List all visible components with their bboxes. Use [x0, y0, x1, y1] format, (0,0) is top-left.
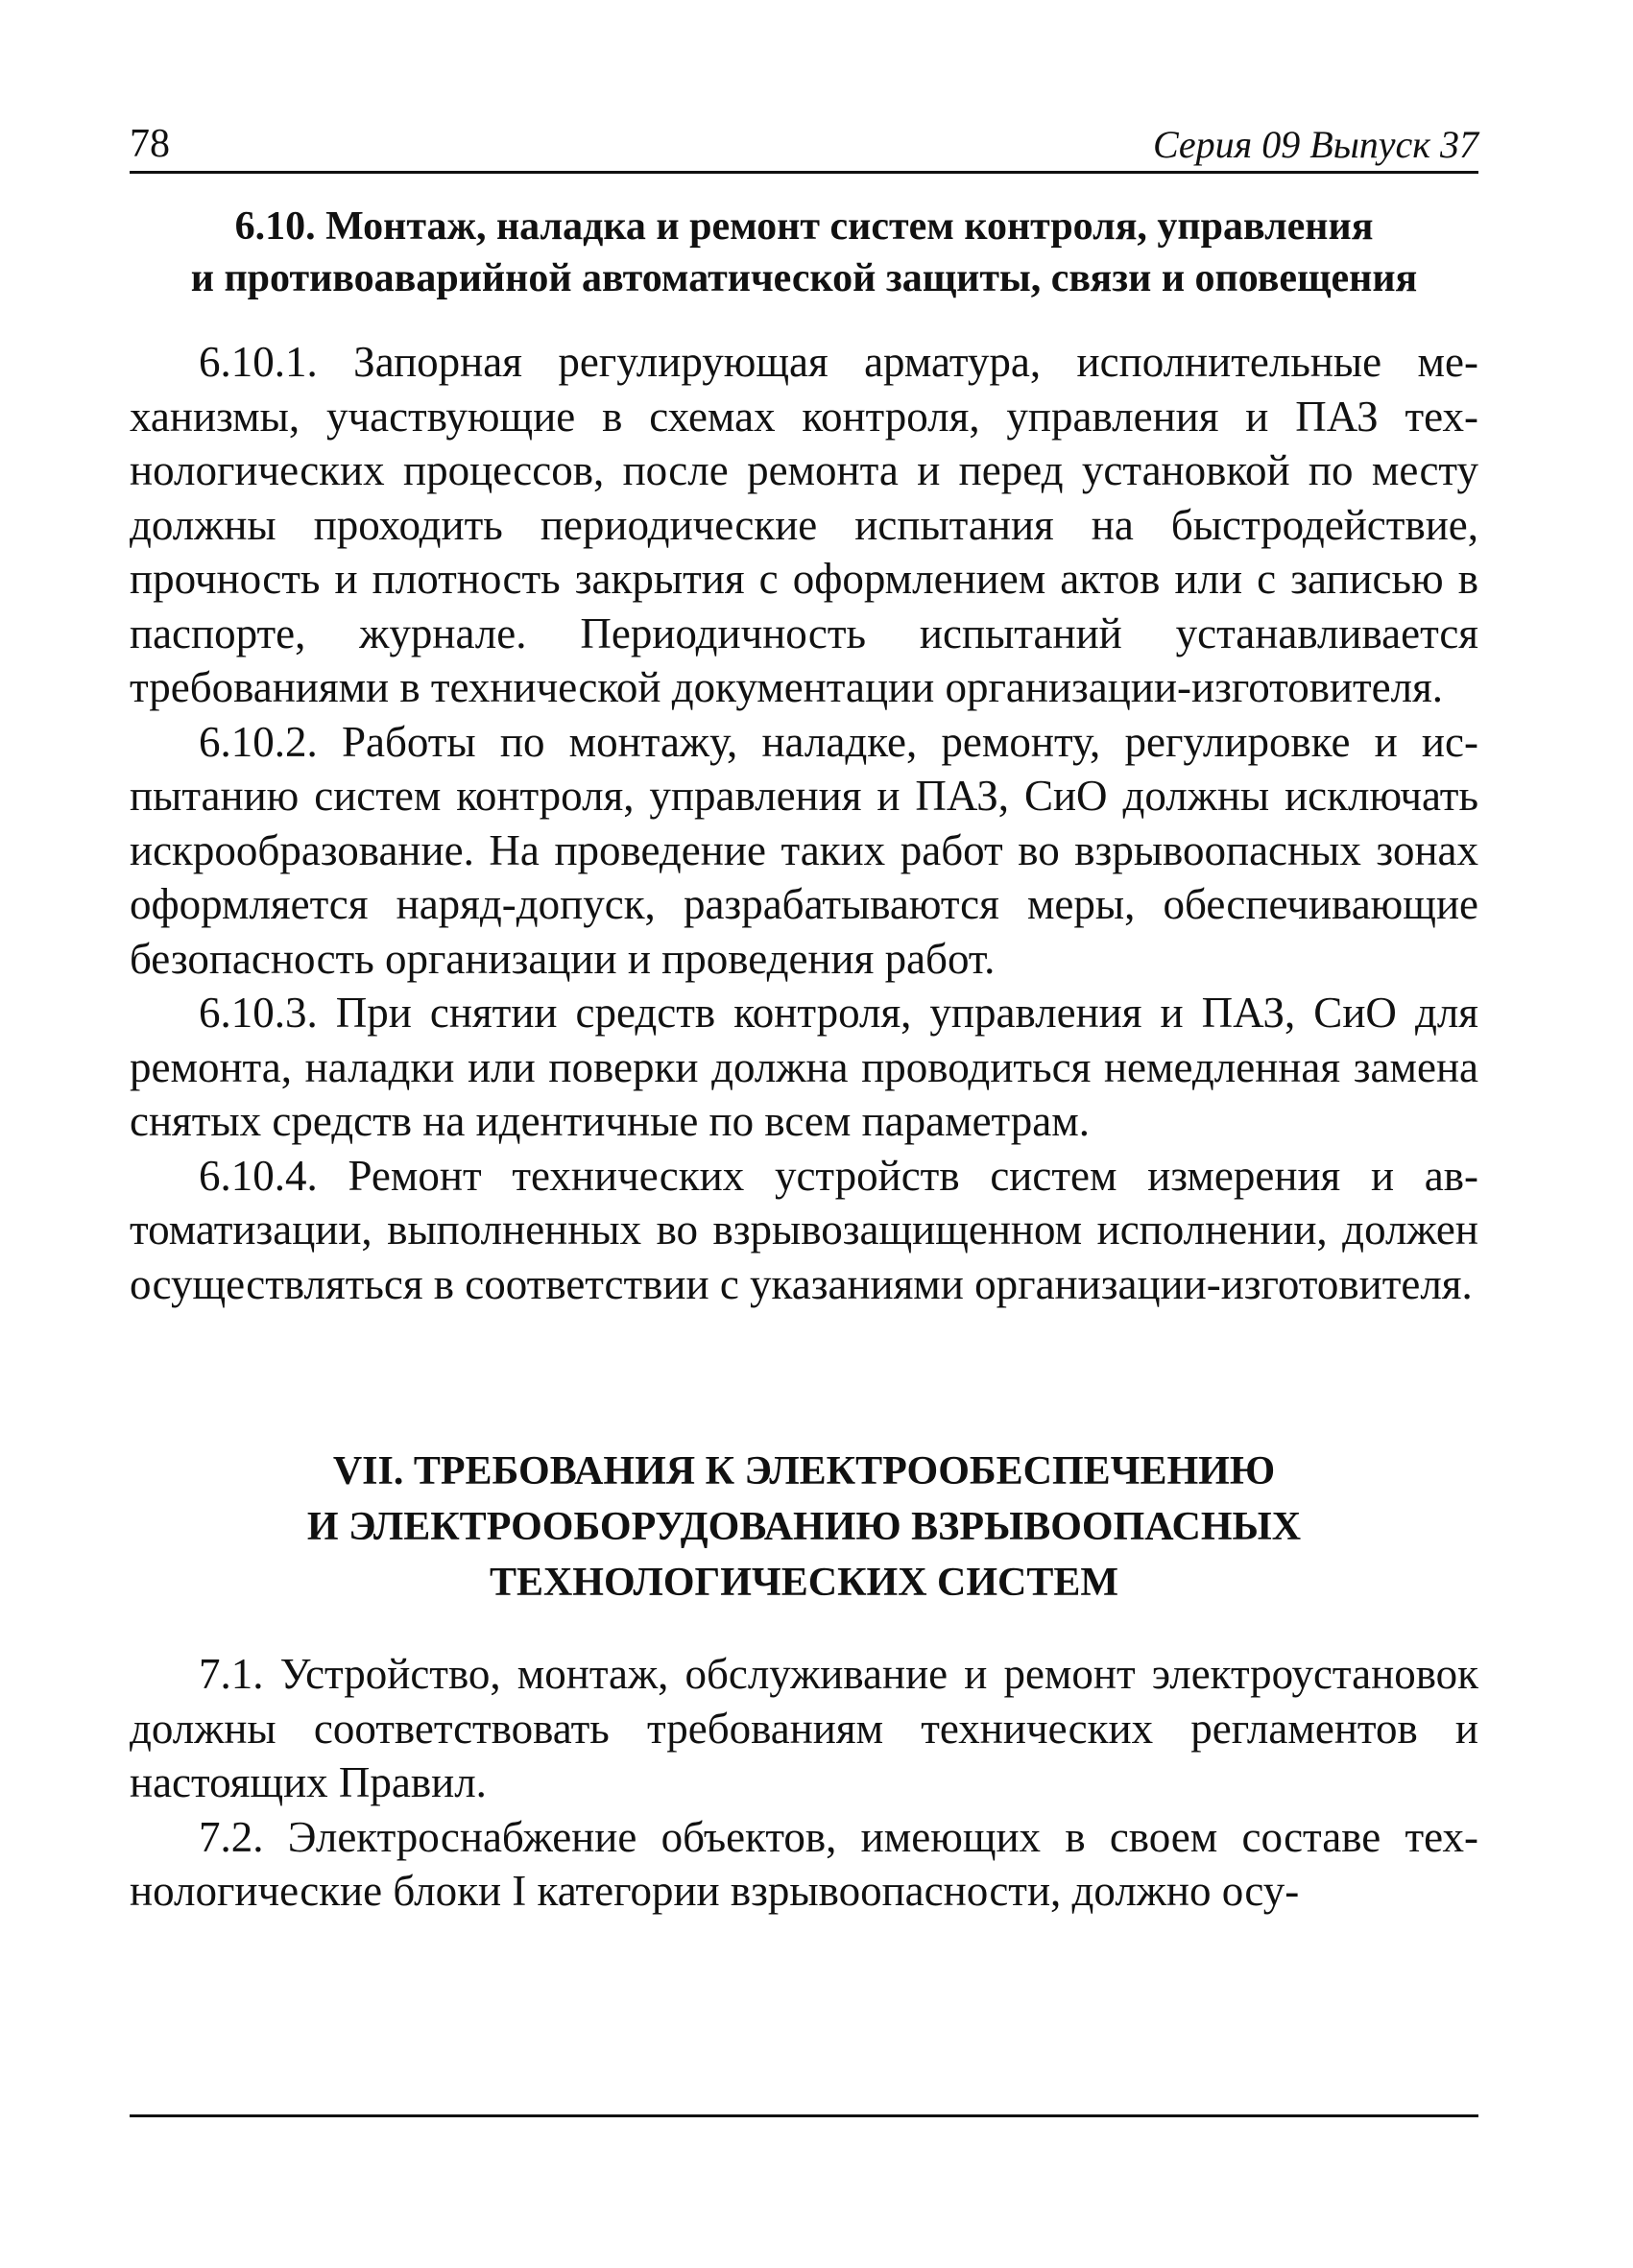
footer-rule	[130, 2114, 1478, 2117]
document-page	[130, 115, 1478, 1919]
paragraph-6-10-2: 6.10.2. Работы по монтажу, наладке, ремонту, регулировке и испытанию систем контроля, управления и ПАЗ, СиО должны исключать искрообразование. На проведение таких работ во взрывоопасных зонах оформляется наряд-допуск, разрабатываются меры, обеспечивающие безопасность организации и проведения работ.	[130, 717, 1478, 983]
chapter-heading-line: И ЭЛЕКТРООБОРУДОВАНИЮ ВЗРЫВООПАСНЫХ	[306, 1505, 1302, 1549]
section-heading-line: 6.10. Монтаж, наладка и ремонт систем контроля, управления	[234, 204, 1374, 249]
chapter-heading-line: ТЕХНОЛОГИЧЕСКИХ СИСТЕМ	[489, 1561, 1119, 1605]
paragraph-6-10-3: 6.10.3. При снятии средств контроля, управления и ПАЗ, СиО для ремонта, наладки или поверки должна проводиться немедленная замена снятых средств на идентичные по всем параметрам.	[130, 989, 1478, 1145]
section-heading-line: и противоаварийной автоматической защиты, связи и оповещения	[190, 256, 1418, 300]
section-heading-6-10	[130, 201, 1478, 304]
paragraph-7-2: 7.2. Электроснабжение объектов, имеющих в своем составе технологические блоки I категории взрывоопасности, должно осу-	[130, 1812, 1478, 1915]
running-header	[130, 115, 1478, 174]
paragraph-6-10-1: 6.10.1. Запорная регулирующая арматура, исполнительные механизмы, участвующие в схемах контроля, управления и ПАЗ технологических процессов, после ремонта и перед установкой по месту должны проходить периодические испытания на быстродействие, прочность и плотность закрытия с оформлением актов или с записью в паспорте, журнале. Периодичность испытаний устанавливается требованиями в технической документации организации-изготовителя.	[130, 338, 1478, 711]
chapter-heading-line: VII. ТРЕБОВАНИЯ К ЭЛЕКТРООБЕСПЕЧЕНИЮ	[332, 1449, 1276, 1493]
page-number: 78	[130, 122, 170, 166]
chapter-heading-7	[130, 1444, 1478, 1611]
paragraph-6-10-4: 6.10.4. Ремонт технических устройств систем измерения и автоматизации, выполненных во взрывозащищенном исполнении, должен осуществляться в соответствии с указаниями организации-изготовителя.	[130, 1151, 1478, 1308]
series-label: Серия 09 Выпуск 37	[1152, 123, 1478, 166]
paragraph-7-1: 7.1. Устройство, монтаж, обслуживание и ремонт электроустановок должны соответствовать требованиям технических регламентов и настоящих Правил.	[130, 1650, 1478, 1806]
